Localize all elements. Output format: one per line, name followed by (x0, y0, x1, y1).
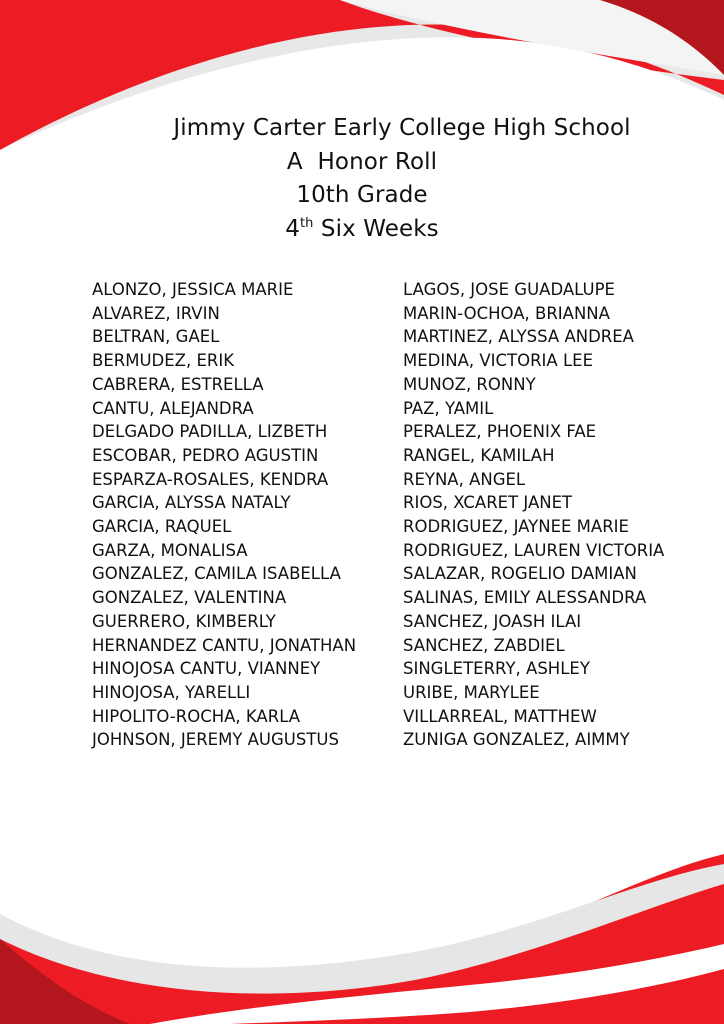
student-name: CANTU, ALEJANDRA (92, 398, 254, 418)
student-name: CABRERA, ESTRELLA (92, 374, 264, 394)
student-name: ESPARZA-ROSALES, KENDRA (92, 469, 329, 489)
student-name: HINOJOSA CANTU, VIANNEY (92, 659, 321, 679)
student-name: GUERRERO, KIMBERLY (92, 611, 276, 631)
student-name: HINOJOSA, YARELLI (92, 682, 251, 702)
student-name: SANCHEZ, JOASH ILAI (403, 611, 582, 631)
student-name: MARIN-OCHOA, BRIANNA (403, 303, 610, 323)
period-suffix: th (299, 215, 314, 231)
honor-roll-title: A Honor Roll (286, 148, 438, 175)
student-name: GARZA, MONALISA (92, 540, 248, 560)
student-name: ESCOBAR, PEDRO AGUSTIN (92, 445, 319, 465)
student-name: SANCHEZ, ZABDIEL (403, 635, 565, 655)
student-name: PAZ, YAMIL (403, 398, 494, 418)
student-name: GONZALEZ, CAMILA ISABELLA (92, 564, 341, 584)
student-name: HIPOLITO-ROCHA, KARLA (92, 706, 301, 726)
student-name: RANGEL, KAMILAH (403, 445, 555, 465)
student-name: MARTINEZ, ALYSSA ANDREA (403, 327, 634, 347)
student-name: DELGADO PADILLA, LIZBETH (92, 422, 328, 442)
student-name: HERNANDEZ CANTU, JONATHAN (92, 635, 357, 655)
student-name: LAGOS, JOSE GUADALUPE (403, 280, 615, 299)
student-name: RODRIGUEZ, LAUREN VICTORIA (403, 540, 665, 560)
student-name: VILLARREAL, MATTHEW (403, 706, 597, 726)
school-name: Jimmy Carter Early College High School (173, 115, 631, 141)
student-name: GONZALEZ, VALENTINA (92, 588, 287, 608)
student-name: URIBE, MARYLEE (403, 682, 540, 702)
grading-period (0, 213, 724, 247)
grade-level: 10th Grade (296, 182, 428, 208)
student-name: RODRIGUEZ, JAYNEE MARIE (403, 517, 629, 537)
student-name: REYNA, ANGEL (403, 469, 526, 489)
student-name: RIOS, XCARET JANET (403, 493, 573, 513)
student-name: GARCIA, ALYSSA NATALY (92, 493, 291, 513)
student-name: BERMUDEZ, ERIK (92, 351, 235, 371)
student-name: ALVAREZ, IRVIN (92, 303, 220, 323)
student-name: ALONZO, JESSICA MARIE (92, 280, 294, 299)
student-name: ZUNIGA GONZALEZ, AIMMY (403, 730, 630, 750)
student-name: PERALEZ, PHOENIX FAE (403, 422, 597, 442)
period-number: 4 (285, 215, 300, 242)
student-name: MEDINA, VICTORIA LEE (403, 351, 593, 371)
student-name: JOHNSON, JEREMY AUGUSTUS (92, 730, 339, 750)
student-name: BELTRAN, GAEL (92, 327, 220, 347)
names-column-right (403, 278, 664, 752)
period-label: Six Weeks (313, 215, 439, 242)
student-name: SINGLETERRY, ASHLEY (403, 659, 590, 679)
student-name: MUNOZ, RONNY (403, 374, 536, 394)
student-name: GARCIA, RAQUEL (92, 517, 232, 537)
names-column-left (92, 278, 356, 752)
bottom-wave-decoration (0, 854, 724, 1024)
honor-roll-heading (0, 112, 724, 246)
student-name: SALINAS, EMILY ALESSANDRA (403, 588, 647, 608)
student-name: SALAZAR, ROGELIO DAMIAN (403, 564, 637, 584)
